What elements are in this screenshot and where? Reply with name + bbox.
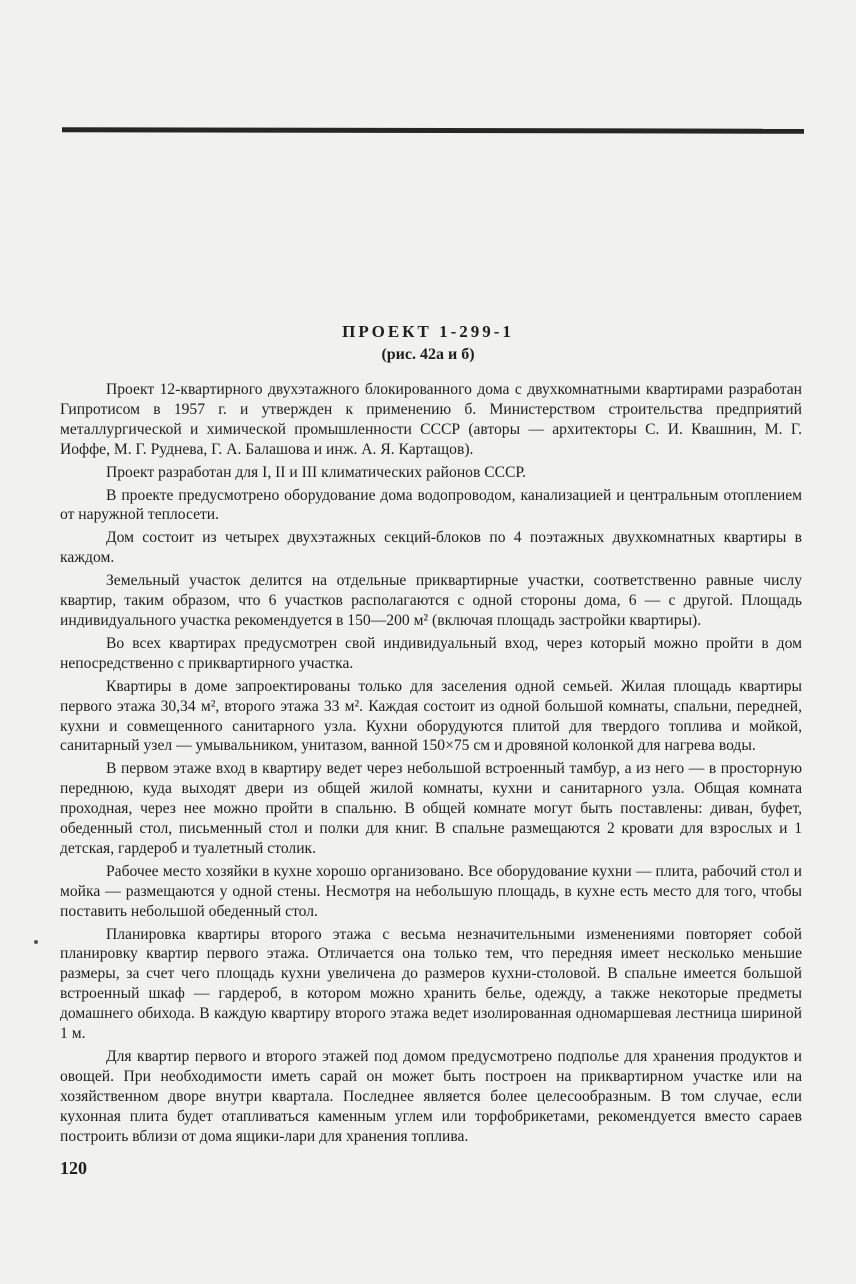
paragraph: Дом состоит из четырех двухэтажных секций-блоков по 4 поэтажных двухкомнатных квартиры в каждом. (60, 529, 802, 567)
paragraph: Проект 12-квартирного двухэтажного блокированного дома с двухкомнатными квартирами разработан Гипротисом в 1957 г. и утвержден к применению б. Министерством строительства предприятий металлургической и химической промышленности СССР (авторы — архитекторы С. И. Квашнин, М. Г. Иоффе, М. Г. Руднева, Г. А. Балашова и инж. А. Я. Картащов). (60, 381, 802, 458)
paragraph: Земельный участок делится на отдельные приквартирные участки, соответственно равные числу квартир, таким образом, что 6 участков располагаются с одной стороны дома, 6 — с другой. Площадь индивидуального участка рекомендуется в 150—200 м² (включая площадь застройки квартиры). (60, 572, 802, 629)
print-speck (34, 940, 38, 944)
paragraph: Во всех квартирах предусмотрен свой индивидуальный вход, через который можно пройти в дом непосредственно с приквартирного участка. (60, 634, 802, 672)
body-text (60, 380, 802, 1150)
paragraph: Планировка квартиры второго этажа с весьма незначительными изменениями повторяет собой планировку квартир первого этажа. Отличается она только тем, что передняя имеет несколько меньшие размеры, за счет чего площадь кухни увеличена до размеров кухни-столовой. В спальне имеется большой встроенный шкаф — гардероб, в котором можно хранить белье, одежду, а также некоторые предметы домашнего обихода. В каждую квартиру второго этажа ведет изолированная одномаршевая лестница шириной 1 м. (60, 925, 802, 1043)
top-horizontal-rule (62, 127, 804, 134)
paragraph: Проект разработан для I, II и III климатических районов СССР. (106, 463, 527, 481)
paragraph: Для квартир первого и второго этажей под домом предусмотрено подполье для хранения продуктов и овощей. При необходимости иметь сарай он может быть построен на приквартирном участке или на хозяйственном дворе внутри квартала. Последнее является более целесообразным. В том случае, если кухонная плита будет отапливаться каменным углем или торфобрикетами, рекомендуется вместо сараев построить вблизи от дома ящики-лари для хранения топлива. (60, 1048, 802, 1145)
paragraph: В проекте предусмотрено оборудование дома водопроводом, канализацией и центральным отоплением от наружной теплосети. (60, 486, 802, 524)
project-title: ПРОЕКТ 1-299-1 (342, 322, 514, 341)
paragraph: В первом этаже вход в квартиру ведет через небольшой встроенный тамбур, а из него — в просторную переднюю, куда выходят двери из общей жилой комнаты, кухни и санитарного узла. Общая комната проходная, через нее можно пройти в спальню. В общей комнате могут быть поставлены: диван, буфет, обеденный стол, письменный стол и полки для книг. В спальне размещаются 2 кровати для взрослых и 1 детская, гардероб и туалетный столик. (60, 760, 802, 857)
paragraph: Рабочее место хозяйки в кухне хорошо организовано. Все оборудование кухни — плита, рабочий стол и мойка — размещаются у одной стены. Несмотря на небольшую площадь, в кухне есть место для того, чтобы поставить небольшой обеденный стол. (60, 862, 802, 920)
page-number: 120 (60, 1158, 87, 1178)
figure-reference: (рис. 42а и б) (381, 346, 475, 363)
paragraph: Квартиры в доме запроектированы только для заселения одной семьей. Жилая площадь квартиры первого этажа 30,34 м², второго этажа 33 м². Каждая состоит из одной большой комнаты, спальни, передней, кухни и совмещенного санитарного узла. Кухни оборудуются плитой для твердого топлива и мойкой, санитарный узел — умывальником, унитазом, ванной 150×75 см и дровяной колонкой для нагрева воды. (60, 677, 802, 755)
